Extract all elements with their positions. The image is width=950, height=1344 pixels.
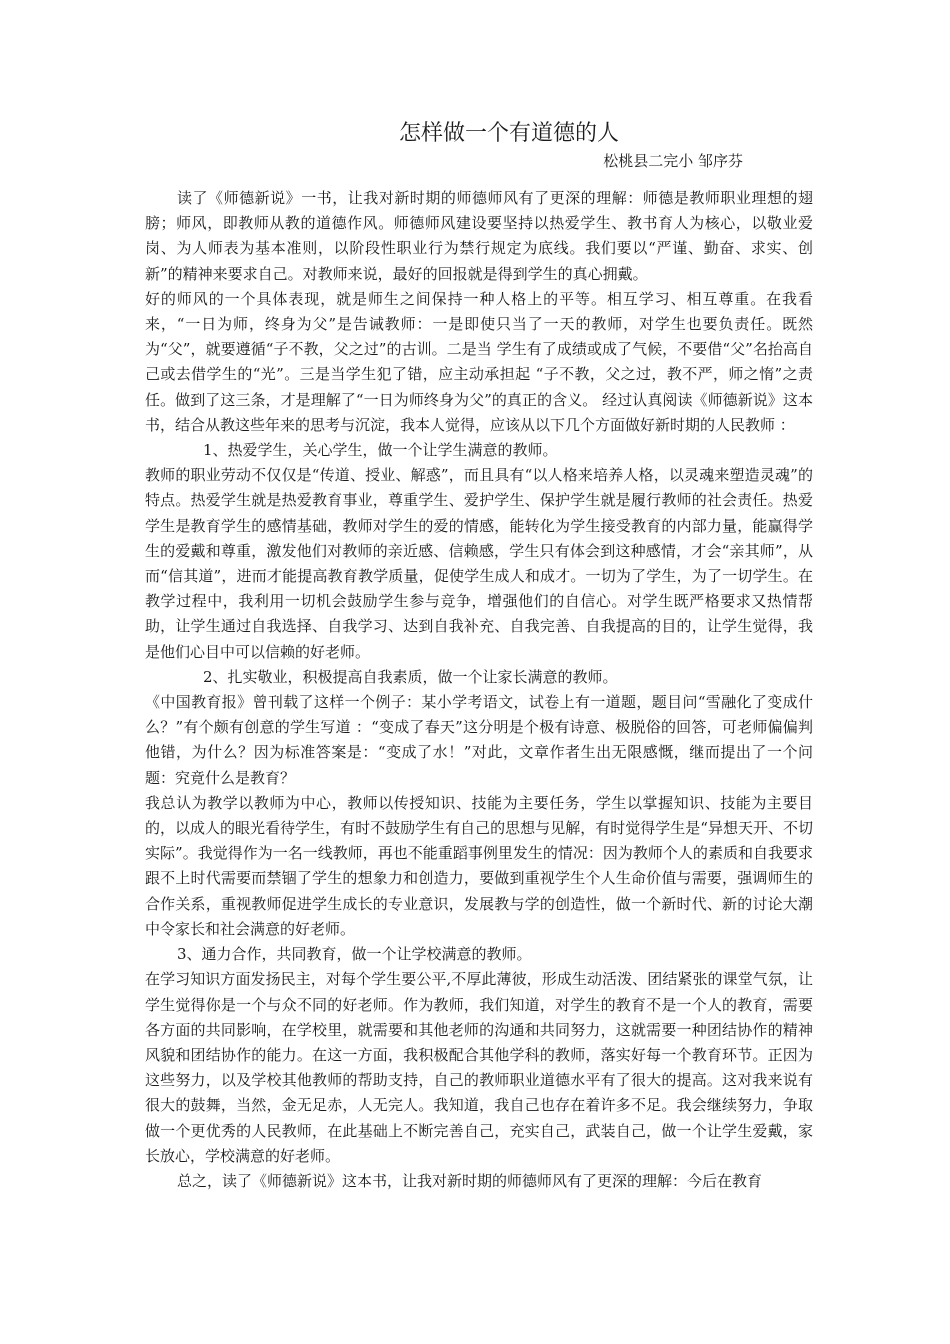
section-heading-2: 2、扎实敬业，积极提高自我素质，做一个让家长满意的教师。 (203, 667, 618, 686)
document-title: 怎样做一个有道德的人 (398, 121, 619, 146)
paragraph-reflection: 我总认为教学以教师为中心，教师以传授知识、技能为主要任务，学生以掌握知识、技能为主要目的，以成人的眼光看待学生，有时不鼓励学生有自己的思想与见解，有时觉得学生是“异想天开、不切实际”。我觉得作为一名一线教师，再也不能重蹈事例里发生的情况：因为教师个人的素质和自我要求跟不上时代需要而禁锢了学生的想象力和创造力，要做到重视学生个人生命价值与需要，强调师生的合作关系，重视教师促进学生成长的专业意识，发展教与学的创造性，做一个新时代、新的讨论大潮中令家长和社会满意的好老师。 (145, 793, 813, 938)
paragraph-example: 《中国教育报》曾刊载了这样一个例子：某小学考语文，试卷上有一道题，题目问“雪融化了变成什么？”有个颇有创意的学生写道 ：“变成了春天”这分明是个极有诗意、极脱俗的回答，可老师偏偏判他错，为什么？因为标准答案是：“变成了水！”对此，文章作者生出无限感慨，继而提出了一个问题：究竟什么是教育？ (145, 693, 813, 787)
section-heading-3: 3、通力合作，共同教育，做一个让学校满意的教师。 (177, 945, 532, 964)
paragraph-teacher-style: 好的师风的一个具体表现，就是师生之间保持一种人格上的平等。相互学习、相互尊重。在我看来，“一日为师，终身为父”是告诫教师：一是即使只当了一天的教师，对学生也要负责任。既然为“父”，就要遵循“子不教，父之过”的古训。二是当 学生有了成绩或成了气候，不要借“父”名抬高自己或去借学生的“光”。三是当学生犯了错，应主动承担起 “子不教，父之过，教不严，师之惰”之责任。做到了这三条，才是理解了“一日为师终身为父”的真正的含义。 经过认真阅读《师德新说》这本书，结合从教这些年来的思考与沉淀，我本人觉得，应该从以下几个方面做好新时期的人民教师 ： (145, 289, 813, 434)
paragraph-cooperation: 在学习知识方面发扬民主，对每个学生要公平,不厚此薄彼，形成生动活泼、团结紧张的课堂气氛，让学生觉得你是一个与众不同的好老师。作为教师，我们知道，对学生的教育不是一个人的教育，需要各方面的共同影响，在学校里，就需要和其他老师的沟通和共同努力，这就需要一种团结协作的精神风貌和团结协作的能力。在这一方面，我积极配合其他学科的教师，落实好每一个教育环节。正因为这些努力，以及学校其他教师的帮助支持，自己的教师职业道德水平有了很大的提高。这对我来说有很大的鼓舞，当然，金无足赤，人无完人。我知道，我自己也存在着许多不足。我会继续努力，争取做一个更优秀的人民教师，在此基础上不断完善自己，充实自己，武装自己，做一个让学生爱戴，家长放心，学校满意的好老师。 (145, 970, 813, 1165)
paragraph-intro: 读了《师德新说》一书，让我对新时期的师德师风有了更深的理解：师德是教师职业理想的翅膀；师风，即教师从教的道德作风。师德师风建设要坚持以热爱学生、教书育人为核心，以敬业爱岗、为人师表为基本准则，以阶段性职业行为禁行规定为底线。我们要以“严谨、勤奋、求实、创新”的精神来要求自己。对教师来说，最好的回报就是得到学生的真心拥戴。 (145, 189, 813, 283)
paragraph-love-students: 教师的职业劳动不仅仅是“传道、授业、解惑”，而且具有“以人格来培养人格，以灵魂来塑造灵魂”的特点。热爱学生就是热爱教育事业，尊重学生、爱护学生、保护学生就是履行教师的社会责任。热爱学生是教育学生的感情基础，教师对学生的爱的情感，能转化为学生接受教育的内部力量，能赢得学生的爱戴和尊重，激发他们对教师的亲近感、信赖感，学生只有体会到这种感情，才会“亲其师”，从而“信其道”，进而才能提高教育教学质量，促使学生成人和成才。一切为了学生，为了一切学生。在教学过程中，我利用一切机会鼓励学生参与竞争，增强他们的自信心。对学生既严格要求又热情帮助，让学生通过自我选择、自我学习、达到自我补充、自我完善、自我提高的目的，让学生觉得，我是他们心目中可以信赖的好老师。 (145, 466, 813, 661)
document-author: 松桃县二完小 邹序芬 (603, 152, 743, 170)
section-heading-1: 1、热爱学生，关心学生，做一个让学生满意的教师。 (203, 441, 558, 460)
document-page (145, 118, 813, 1194)
paragraph-conclusion: 总之，读了《师德新说》这本书，让我对新时期的师德师风有了更深的理解：今后在教育 (177, 1171, 763, 1190)
